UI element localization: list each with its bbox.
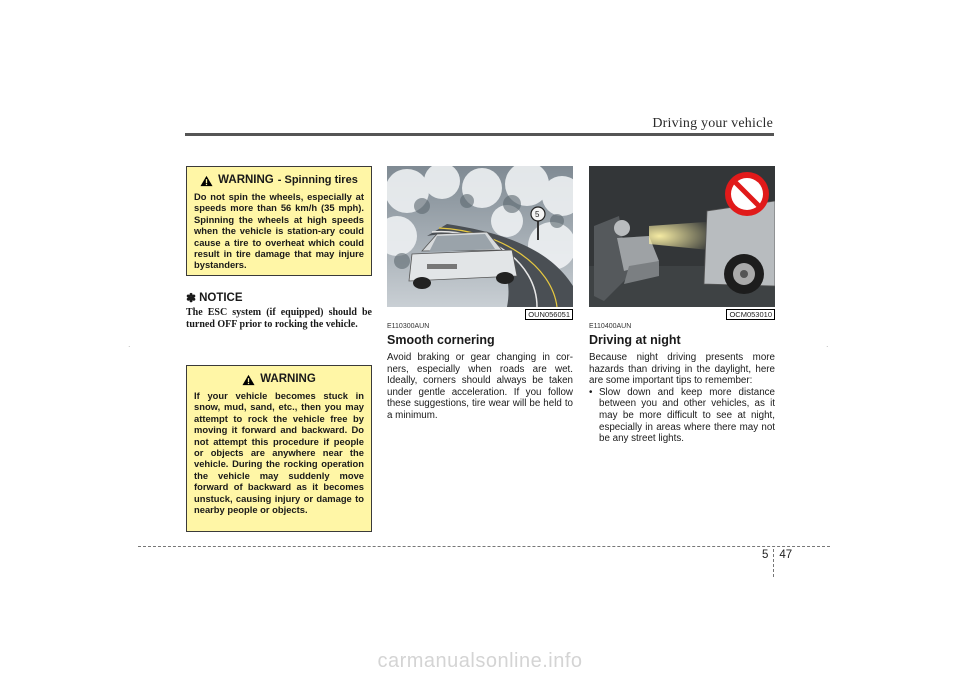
page-number bbox=[762, 549, 792, 577]
warning-header bbox=[194, 175, 364, 187]
night-driving-illustration bbox=[589, 166, 775, 307]
warning-body: Do not spin the wheels, especially at speeds more than 56 km/h (35 mph). Spinning the wheels at high speeds when the vehicle is station-ary could cause a tire to overheat which could result in tire damage that may injure bystanders. bbox=[194, 191, 364, 271]
warning-subtitle: - Spinning tires bbox=[277, 174, 358, 187]
warning-triangle-icon bbox=[200, 175, 213, 187]
section-heading: Driving at night bbox=[589, 333, 681, 347]
bullet-item bbox=[589, 387, 775, 445]
warning-spinning-tires bbox=[186, 166, 372, 276]
section-code: E110400AUN bbox=[589, 323, 632, 330]
notice-body: The ESC system (if equipped) should be turned OFF prior to rocking the vehicle. bbox=[186, 307, 372, 330]
section-body: Because night driving presents more hazards than driving in the daylight, here are some important tips to remember: bbox=[589, 352, 775, 387]
notice-title: NOTICE bbox=[199, 292, 243, 304]
figure-smooth-cornering bbox=[387, 166, 573, 307]
figure-code-label: OCM053010 bbox=[726, 309, 775, 320]
page-number-value: 47 bbox=[779, 549, 793, 561]
section-body: Avoid braking or gear changing in cor-ners, especially when roads are wet. Ideally, corners should always be taken under gentle acceleration. If you follow these suggestions, tire wear will be held to a minimum. bbox=[387, 352, 573, 421]
warning-header bbox=[194, 374, 364, 386]
section-title: Driving your vehicle bbox=[652, 116, 773, 131]
warning-stuck-vehicle bbox=[186, 365, 372, 532]
section-code: E110300AUN bbox=[387, 323, 430, 330]
warning-body: If your vehicle becomes stuck in snow, mud, sand, etc., then you may attempt to rock the vehicle free by moving it forward and backward. Do not attempt this procedure if people or objects are anywhere near the vehicle. During the rocking operation the vehicle may suddenly move forward of backward as it becomes unstuck, causing injury or damage to nearby people or objects. bbox=[194, 390, 364, 516]
figure-code bbox=[589, 309, 775, 318]
notice-block bbox=[186, 291, 372, 330]
warning-title: WARNING bbox=[260, 373, 316, 386]
right-column bbox=[589, 166, 775, 445]
header-rule bbox=[185, 133, 774, 136]
middle-column bbox=[387, 166, 573, 422]
warning-triangle-icon bbox=[242, 374, 255, 386]
margin-dot: . bbox=[826, 339, 829, 349]
left-column bbox=[186, 166, 372, 532]
svg-text:5: 5 bbox=[535, 210, 540, 219]
bullet-marker: • bbox=[589, 386, 593, 398]
bullet-text: Slow down and keep more distance between you and other vehicles, as it may be more difficult to see at night, especially in areas where there may not be any street lights. bbox=[599, 386, 775, 445]
chapter-number: 5 bbox=[762, 549, 769, 561]
figure-code-label: OUN056051 bbox=[525, 309, 573, 320]
warning-title: WARNING bbox=[218, 174, 274, 187]
figure-night-driving bbox=[589, 166, 775, 307]
margin-dot: . bbox=[128, 339, 131, 349]
section-heading: Smooth cornering bbox=[387, 333, 495, 347]
notice-cross-icon: ✽ bbox=[186, 291, 197, 305]
figure-code bbox=[387, 309, 573, 318]
notice-header bbox=[186, 291, 372, 305]
cornering-illustration bbox=[387, 166, 573, 307]
footer-rule bbox=[138, 546, 830, 547]
watermark: carmanualsonline.info bbox=[377, 650, 583, 672]
